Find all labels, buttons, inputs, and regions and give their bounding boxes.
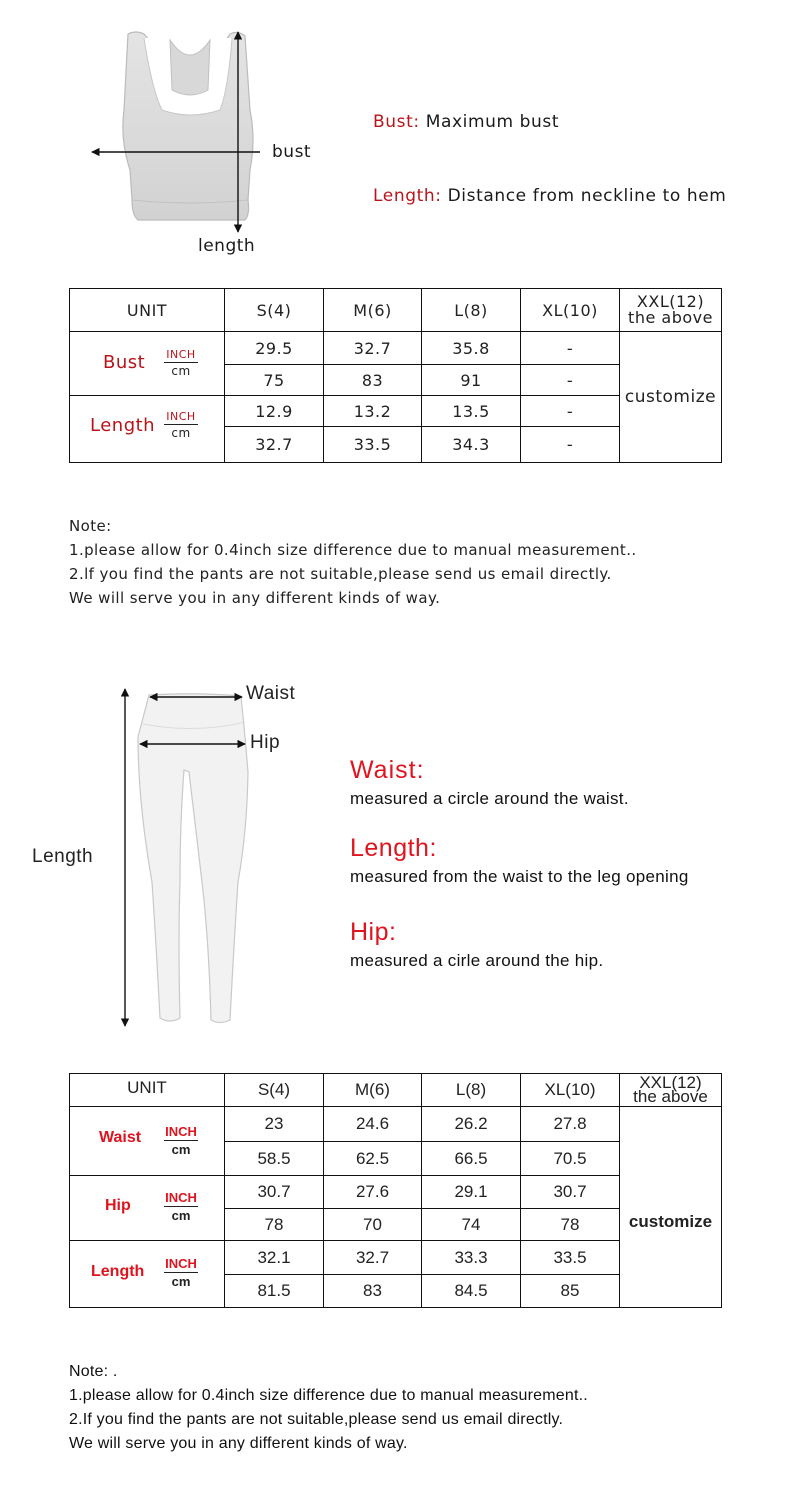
table-cell: 74 xyxy=(422,1209,521,1241)
table-cell: - xyxy=(521,365,620,396)
table-cell: 32.7 xyxy=(324,1241,422,1275)
unit-fraction xyxy=(164,348,198,378)
note-line: 1.please allow for 0.4inch size difference due to manual measurement.. xyxy=(69,1387,588,1404)
top-note xyxy=(69,514,637,610)
header-size: M(6) xyxy=(324,1074,422,1107)
unit-inch: INCH xyxy=(165,1190,197,1205)
table-cell: 32.7 xyxy=(324,332,422,365)
unit-inch: INCH xyxy=(164,410,198,425)
unit-inch: INCH xyxy=(164,348,198,363)
bust-description: Maximum bust xyxy=(425,112,560,132)
table-header-row xyxy=(70,1074,722,1107)
row-label-bust xyxy=(70,332,225,396)
note-line: 2.If you find the pants are not suitable,please send us email directly. xyxy=(69,1411,564,1428)
sports-bra-illustration xyxy=(80,20,260,240)
note-title: Note: xyxy=(69,517,112,535)
table-cell: 78 xyxy=(225,1209,324,1241)
table-cell: 70 xyxy=(324,1209,422,1241)
table-row xyxy=(70,332,722,365)
unit-inch: INCH xyxy=(165,1124,197,1139)
unit-cm: cm xyxy=(171,1208,191,1223)
hip-definition xyxy=(350,918,603,971)
table-cell: 66.5 xyxy=(422,1142,521,1176)
bust-term: Bust: xyxy=(373,112,420,132)
customize-cell: customize xyxy=(620,332,722,463)
table-cell: 33.5 xyxy=(521,1241,620,1275)
bottom-note xyxy=(69,1360,588,1456)
header-xxl-line2: the above xyxy=(633,1087,708,1106)
bra-size-table xyxy=(69,288,722,463)
unit-inch: INCH xyxy=(165,1256,197,1271)
header-size-xxl xyxy=(620,289,722,332)
table-cell: 84.5 xyxy=(422,1275,521,1308)
waist-description: measured a circle around the waist. xyxy=(350,789,629,808)
table-cell: 33.3 xyxy=(422,1241,521,1275)
header-size: M(6) xyxy=(324,289,422,332)
leggings-size-table xyxy=(69,1073,722,1308)
header-xxl-line2: the above xyxy=(628,308,713,327)
table-header-row xyxy=(70,289,722,332)
table-cell: 32.1 xyxy=(225,1241,324,1275)
unit-fraction xyxy=(164,410,198,440)
hip-diagram-label: Hip xyxy=(250,732,281,753)
table-cell: - xyxy=(521,332,620,365)
header-size: S(4) xyxy=(225,289,324,332)
table-cell: 29.5 xyxy=(225,332,324,365)
table-cell: 24.6 xyxy=(324,1107,422,1142)
note-line: We will serve you in any different kinds of way. xyxy=(69,1435,408,1452)
header-size: XL(10) xyxy=(521,1074,620,1107)
table-cell: 23 xyxy=(225,1107,324,1142)
table-cell: 29.1 xyxy=(422,1176,521,1209)
header-size-xxl xyxy=(620,1074,722,1107)
table-cell: 85 xyxy=(521,1275,620,1308)
row-name: Waist xyxy=(99,1129,142,1146)
unit-fraction xyxy=(164,1190,198,1223)
row-name: Bust xyxy=(103,352,146,373)
table-cell: 27.6 xyxy=(324,1176,422,1209)
hip-term: Hip: xyxy=(350,918,397,946)
header-unit: UNIT xyxy=(70,289,225,332)
waist-diagram-label: Waist xyxy=(246,683,296,704)
header-size: S(4) xyxy=(225,1074,324,1107)
row-name: Hip xyxy=(105,1197,131,1214)
table-cell: 62.5 xyxy=(324,1142,422,1176)
table-cell: 33.5 xyxy=(324,427,422,463)
table-cell: 83 xyxy=(324,365,422,396)
bust-definition xyxy=(373,112,559,132)
length-definition xyxy=(350,834,689,887)
row-name: Length xyxy=(91,1263,145,1280)
table-cell: - xyxy=(521,396,620,427)
header-xxl-line1: XXL(12) xyxy=(636,292,705,311)
unit-cm: cm xyxy=(171,426,191,440)
table-cell: 75 xyxy=(225,365,324,396)
row-label-hip xyxy=(70,1176,225,1241)
note-title: Note: . xyxy=(69,1363,118,1380)
table-cell: - xyxy=(521,427,620,463)
unit-cm: cm xyxy=(171,1274,191,1289)
table-cell: 58.5 xyxy=(225,1142,324,1176)
unit-fraction xyxy=(164,1256,198,1289)
length-description: measured from the waist to the leg opening xyxy=(350,867,689,886)
unit-fraction xyxy=(164,1124,198,1157)
note-line: We will serve you in any different kinds of way. xyxy=(69,589,441,607)
length-term: Length: xyxy=(350,834,437,862)
header-unit: UNIT xyxy=(70,1074,225,1107)
header-size: L(8) xyxy=(422,1074,521,1107)
table-cell: 78 xyxy=(521,1209,620,1241)
table-cell: 30.7 xyxy=(521,1176,620,1209)
hip-description: measured a cirle around the hip. xyxy=(350,951,604,970)
row-label-length xyxy=(70,1241,225,1308)
table-cell: 70.5 xyxy=(521,1142,620,1176)
table-cell: 91 xyxy=(422,365,521,396)
table-cell: 26.2 xyxy=(422,1107,521,1142)
row-name: Length xyxy=(90,415,156,436)
unit-cm: cm xyxy=(171,364,191,378)
customize-cell: customize xyxy=(620,1107,722,1308)
note-line: 1.please allow for 0.4inch size difference due to manual measurement.. xyxy=(69,541,637,559)
length-diagram-label: length xyxy=(198,236,256,256)
unit-cm: cm xyxy=(171,1142,191,1157)
bust-diagram-label: bust xyxy=(272,142,312,162)
length-term: Length: xyxy=(373,186,442,206)
table-cell: 30.7 xyxy=(225,1176,324,1209)
table-cell: 83 xyxy=(324,1275,422,1308)
row-label-length xyxy=(70,396,225,463)
header-size: XL(10) xyxy=(521,289,620,332)
length-measure-arrow xyxy=(115,686,135,1031)
table-cell: 13.2 xyxy=(324,396,422,427)
table-cell: 27.8 xyxy=(521,1107,620,1142)
length-definition xyxy=(373,186,726,206)
length-description: Distance from neckline to hem xyxy=(447,186,727,206)
waist-definition xyxy=(350,756,629,809)
header-xxl-line1: XXL(12) xyxy=(639,1073,702,1092)
note-line: 2.lf you find the pants are not suitable,please send us email directly. xyxy=(69,565,612,583)
length-diagram-label: Length xyxy=(32,846,94,867)
row-label-waist xyxy=(70,1107,225,1176)
table-cell: 34.3 xyxy=(422,427,521,463)
header-size: L(8) xyxy=(422,289,521,332)
waist-term: Waist: xyxy=(350,756,425,784)
table-cell: 35.8 xyxy=(422,332,521,365)
table-cell: 81.5 xyxy=(225,1275,324,1308)
table-cell: 13.5 xyxy=(422,396,521,427)
table-row xyxy=(70,1107,722,1142)
table-cell: 12.9 xyxy=(225,396,324,427)
table-cell: 32.7 xyxy=(225,427,324,463)
